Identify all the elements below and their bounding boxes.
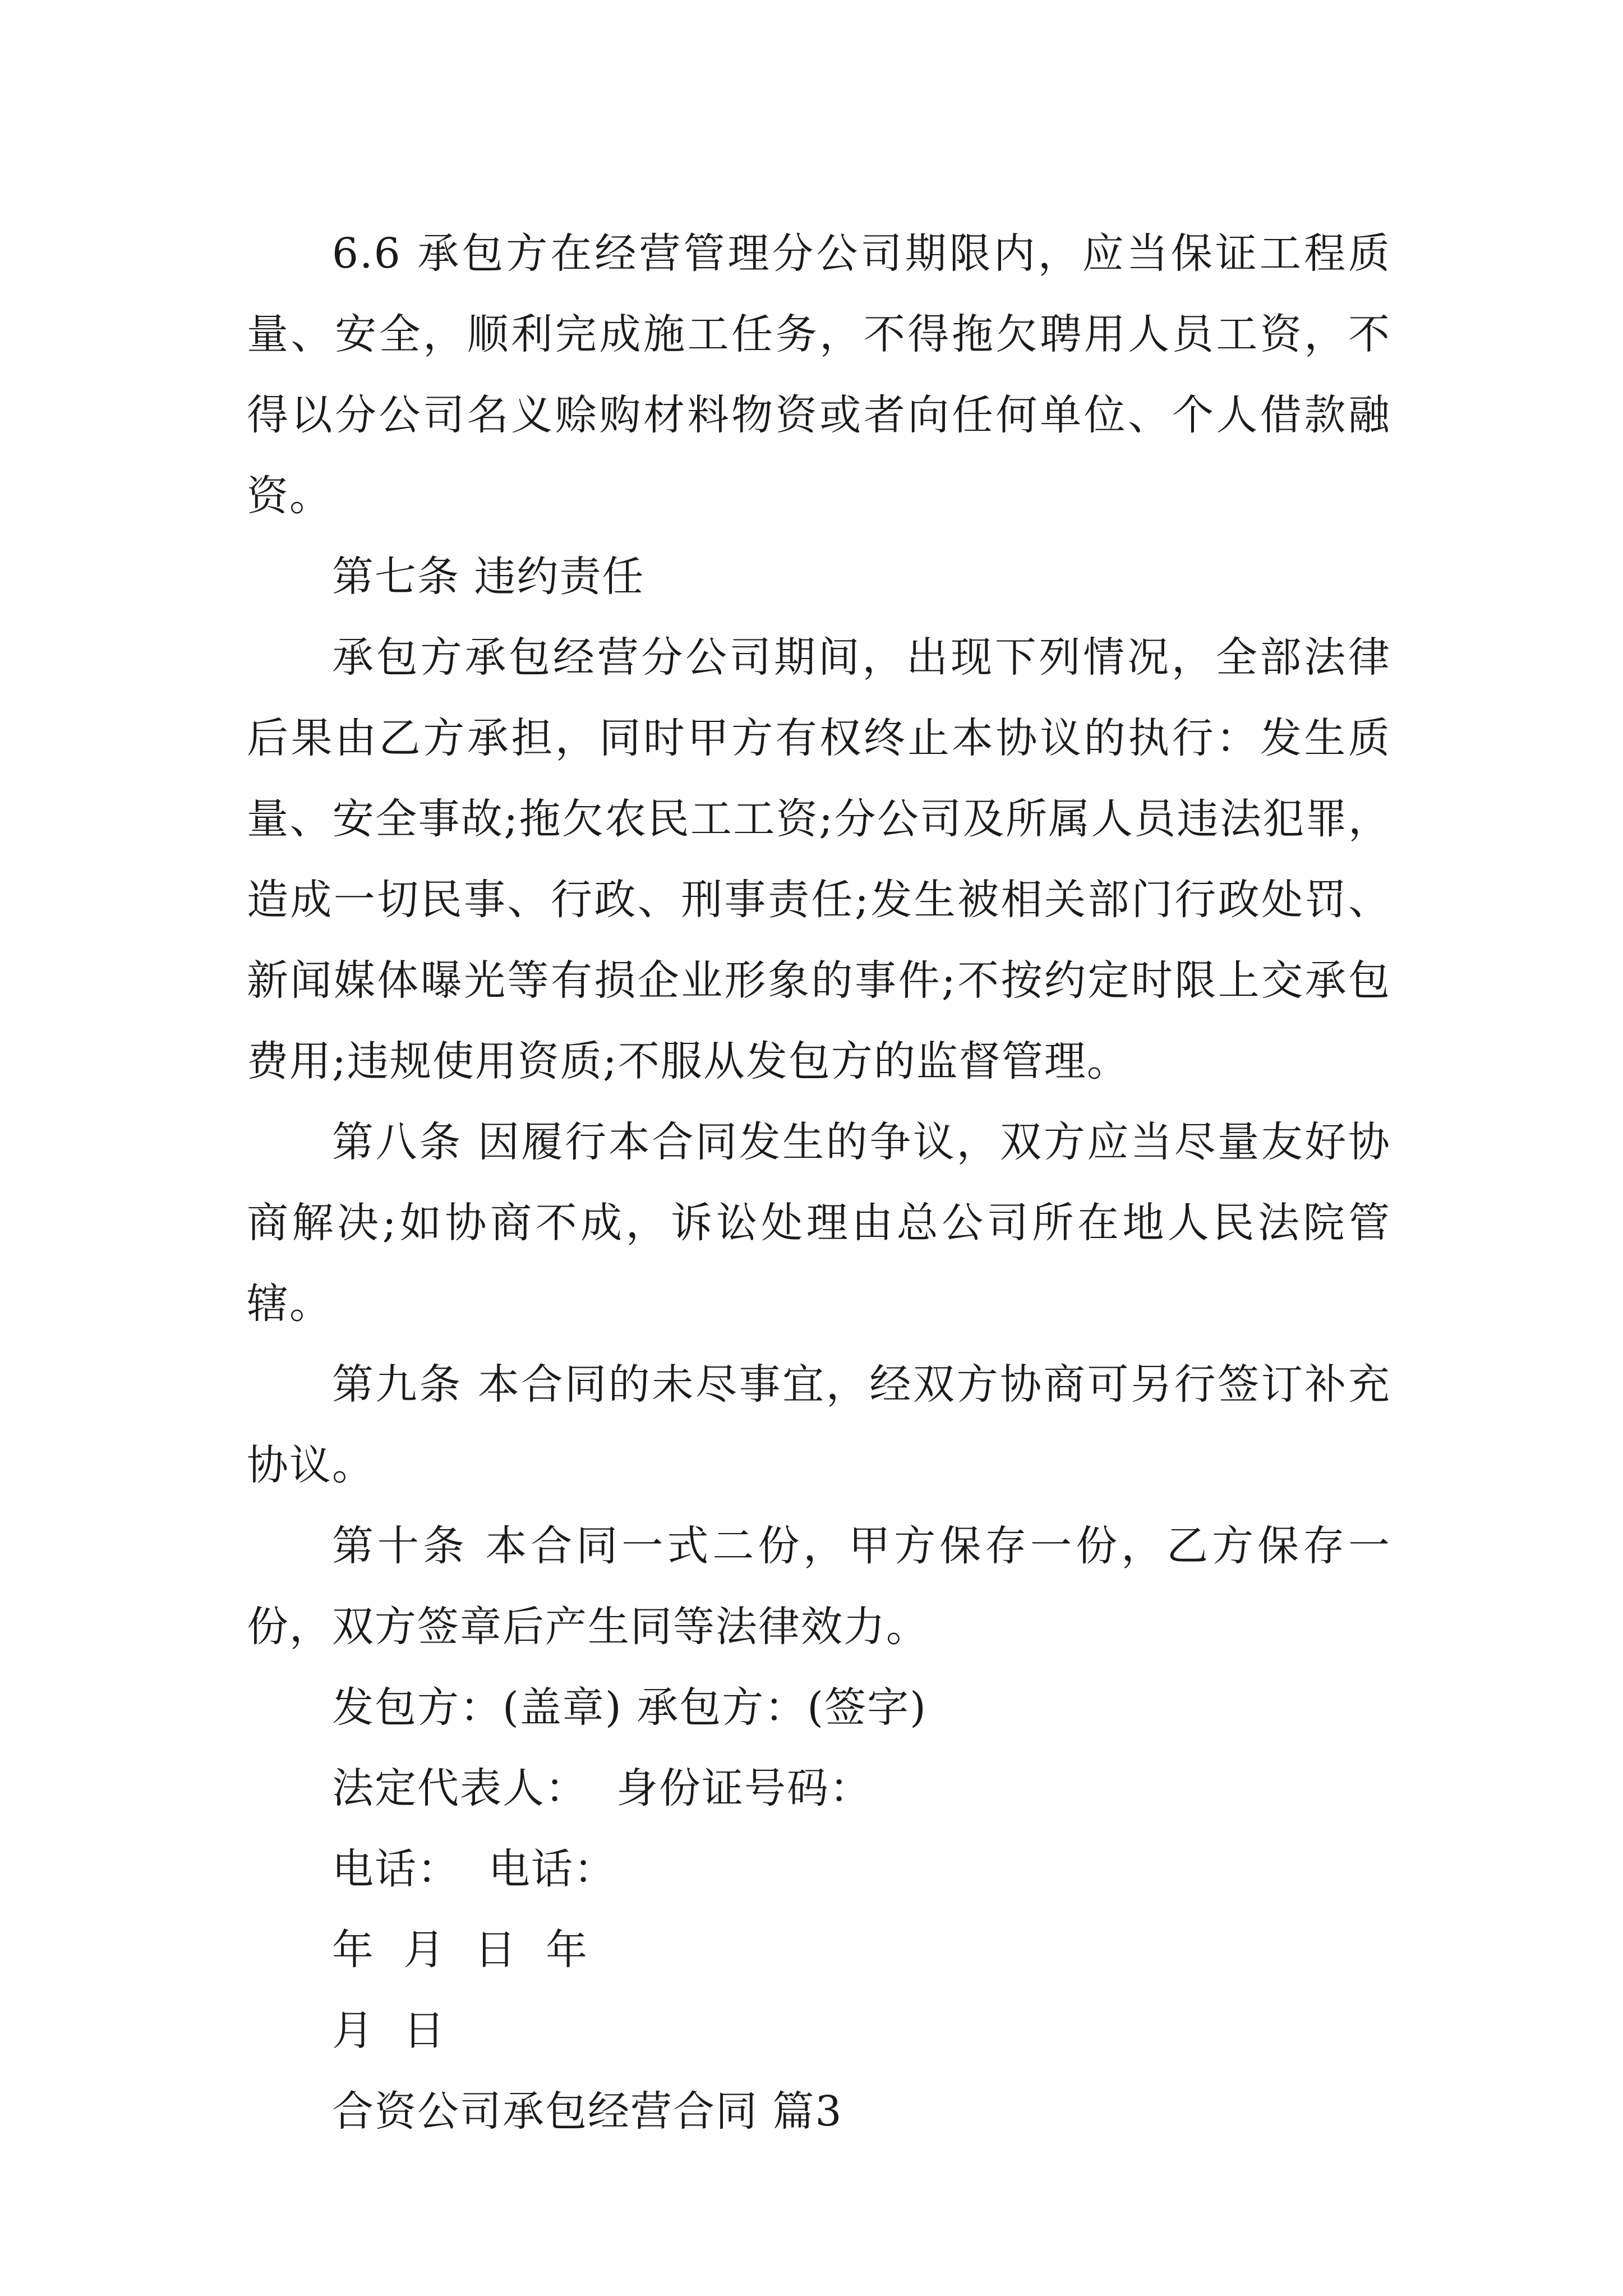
article-9: 第九条 本合同的未尽事宜，经双方协商可另行签订补充协议。: [247, 1360, 1391, 1489]
signature-date-line-1: 年 月 日 年: [332, 1926, 589, 1974]
signature-parties: 发包方：(盖章) 承包方：(签字): [332, 1683, 928, 1732]
signature-representative: 法定代表人： 身份证号码：: [332, 1764, 873, 1812]
document-body: [247, 213, 1391, 2152]
article-7-body: 承包方承包经营分公司期间，出现下列情况，全部法律后果由乙方承担，同时甲方有权终止本协议的执行：发生质量、安全事故;拖欠农民工工资;分公司及所属人员违法犯罪，造成一切民事、行政、刑事责任;发生被相关部门行政处罚、新闻媒体曝光等有损企业形象的事件;不按约定时限上交承包费用;违规使用资质;不服从发包方的监督管理。: [247, 633, 1391, 1085]
signature-date-line-2: 月 日: [332, 2007, 446, 2055]
article-7-heading: 第七条 违约责任: [332, 553, 645, 601]
signature-phone: 电话： 电话：: [332, 1845, 617, 1893]
next-section-title: 合资公司承包经营合同 篇3: [332, 2087, 843, 2136]
clause-6-6: 6.6 承包方在经营管理分公司期限内，应当保证工程质量、安全，顺利完成施工任务，不得拖欠聘用人员工资，不得以分公司名义赊购材料物资或者向任何单位、个人借款融资。: [247, 229, 1391, 520]
article-10: 第十条 本合同一式二份，甲方保存一份，乙方保存一份，双方签章后产生同等法律效力。: [247, 1522, 1391, 1651]
article-8: 第八条 因履行本合同发生的争议，双方应当尽量友好协商解决;如协商不成，诉讼处理由总公司所在地人民法院管辖。: [247, 1118, 1391, 1328]
